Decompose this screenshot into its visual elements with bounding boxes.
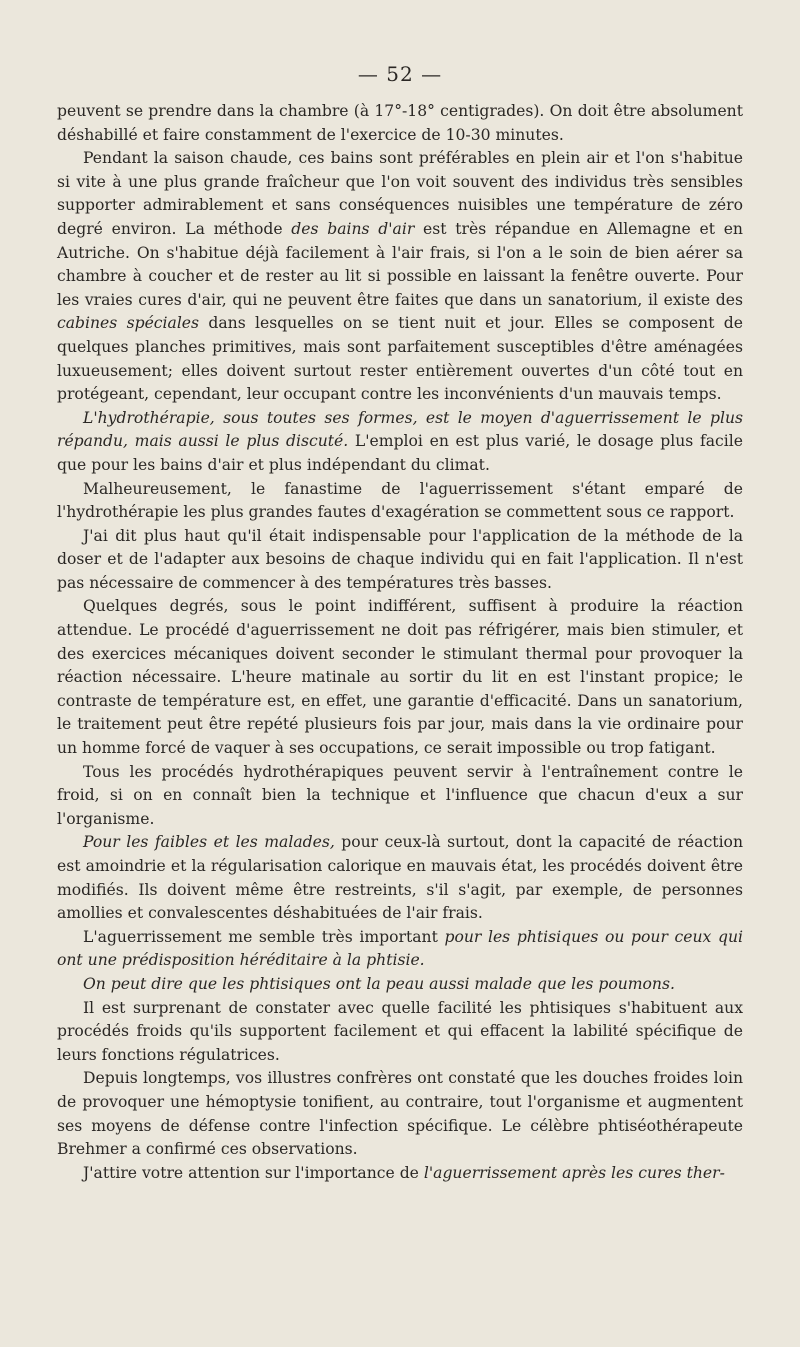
paragraph: [57, 147, 743, 407]
paragraph: [57, 595, 743, 760]
italic-text: cabines spéciales: [57, 314, 200, 333]
paragraph: [57, 100, 743, 147]
paragraph: [57, 525, 743, 596]
italic-text: L'hydrothérapie, sous toutes ses formes, est le moyen d'aguerrissement le plus répandu, mais aussi le plus discuté.: [57, 408, 743, 451]
italic-text: pour les phtisiques ou pour ceux qui ont une prédisposition héréditaire à la phtisie.: [57, 927, 743, 970]
paragraph: [57, 926, 743, 973]
paragraph: [57, 1162, 743, 1186]
text-run: dans lesquelles on se tient nuit et jour. Elles se composent de quelques planches primitives, mais sont parfaitement susceptibles d'être aménagées luxueusement; elles doivent surtout rester entièrement ouvertes d'un côté tout en protégeant, cependant, leur occupant contre les inconvénients d'un mauvais temps.: [57, 314, 743, 404]
italic-text: l'aguerrissement après les cures ther-: [423, 1163, 725, 1182]
text-run: Il est surprenant de constater avec quelle facilité les phtisiques s'habituent aux procédés froids qu'ils supportent facilement et qui effacent la labilité spécifique de leurs fonctions régulatrices.: [57, 998, 743, 1064]
paragraph: [57, 997, 743, 1068]
text-run: J'attire votre attention sur l'importance de: [83, 1163, 424, 1182]
paragraph: [57, 1067, 743, 1161]
text-run: Depuis longtemps, vos illustres confrères ont constaté que les douches froides loin de provoquer une hémoptysie tonifient, au contraire, tout l'organisme et augmentent ses moyens de défense contre l'infection spécifique. Le célèbre phtiséothérapeute Brehmer a confirmé ces observations.: [57, 1069, 743, 1159]
italic-text: On peut dire que les phtisiques ont la peau aussi malade que les poumons.: [83, 974, 675, 993]
paragraph: [57, 761, 743, 832]
italic-text: des bains d'air: [291, 219, 415, 238]
paragraph: [57, 407, 743, 478]
page-body: [57, 100, 743, 1185]
paragraph: [57, 973, 743, 997]
text-run: Pendant la saison chaude, ces bains sont préférables en plein air et l'on s'habitue si vite à une plus grande fraîcheur que l'on voit souvent des individus très sensibles supporter admirablement et sans conséquences nuisibles une température de zéro degré environ. La méthode: [57, 149, 743, 238]
text-run: Quelques degrés, sous le point indifférent, suffisent à produire la réaction attendue. Le procédé d'aguerrissement ne doit pas réfrigérer, mais bien stimuler, et des exercices mécaniques doivent seconder le stimulant thermal pour provoquer la réaction nécessaire. L'heure matinale au sortir du lit en est l'instant propice; le contraste de température est, en effet, une garantie d'efficacité. Dans un sanatorium, le traitement peut être repété plusieurs fois par jour, mais dans la vie ordinaire pour un homme forcé de vaquer à ses occupations, ce serait impossible ou trop fatigant.: [57, 597, 743, 758]
text-run: Tous les procédés hydrothérapiques peuvent servir à l'entraînement contre le froid, si on en connaît bien la technique et l'influence que chacun d'eux a sur l'organisme.: [57, 762, 743, 828]
paragraph: [57, 478, 743, 525]
text-run: peuvent se prendre dans la chambre (à 17°-18° centigrades). On doit être absolument déshabillé et faire constamment de l'exercice de 10-30 minutes.: [57, 102, 743, 144]
text-run: L'emploi en est plus varié, le dosage plus facile que pour les bains d'air et plus indépendant du climat.: [57, 432, 743, 474]
paragraph: [57, 831, 743, 925]
text-run: J'ai dit plus haut qu'il était indispensable pour l'application de la méthode de la doser et de l'adapter aux besoins de chaque individu qui en fait l'application. Il n'est pas nécessaire de commencer à des températures très basses.: [57, 526, 743, 592]
page-number: — 52 —: [357, 62, 443, 86]
text-run: Malheureusement, le fanastime de l'aguerrissement s'étant emparé de l'hydrothérapie les plus grandes fautes d'exagération se commettent sous ce rapport.: [57, 479, 743, 522]
italic-text: Pour les faibles et les malades,: [83, 833, 335, 852]
text-run: L'aguerrissement me semble très important: [83, 927, 445, 946]
text-run: est très répandue en Allemagne et en Autriche. On s'habitue déjà facilement à l'air frais, si l'on a le soin de bien aérer sa chambre à coucher et de rester au lit si possible en laissant la fenêtre ouverte. Pour les vraies cures d'air, qui ne peuvent être faites que dans un sanatorium, il existe des: [57, 219, 743, 309]
text-run: pour ceux-là surtout, dont la capacité de réaction est amoindrie et la régularisation calorique en mauvais état, les procédés doivent être modifiés. Ils doivent même être restreints, s'il s'agit, par exemple, de personnes amollies et convalescentes déshabituées de l'air frais.: [57, 833, 743, 923]
